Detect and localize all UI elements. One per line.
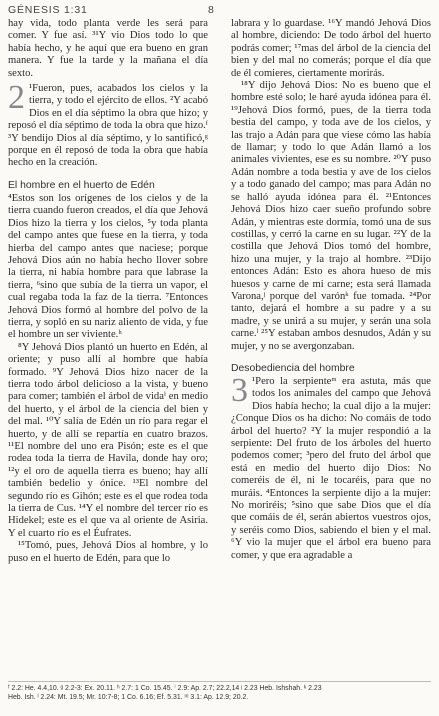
verse-block: ¹⁵Tomó, pues, Jehová Dios al hombre, y lo puso en el huerto de Edén, para que lo [8, 540, 208, 564]
footnote-divider [8, 681, 431, 682]
chapter-number: 3 [231, 371, 248, 409]
verse-block: ¹Pero la serpienteᵐ era astuta, más que todos los animales del campo que Jehová Dios había hecho; la cual dijo a la mujer: ¿Conque Dios os ha dicho: No comáis de todo árbol del huerto? ²Y la mujer respondió a la serpiente: Del fruto de los árboles del huerto podemos comer; ³pero del fruto del árbol que está en medio del huerto dijo Dios: No comeréis de él, ni le tocaréis, para que no muráis. ⁴Entonces la serpiente dijo a la mujer: No moriréis; ⁵sino que sabe Dios que el día que comáis de él, serán abiertos vuestros ojos, y seréis como Dios, sabiendo el bien y el mal. ⁶Y vio la mujer que el árbol era bueno para comer, y que era agradable a [231, 375, 431, 561]
verse-block: hay vida, todo planta verde les será para comer. Y fue así. ³¹Y vio Dios todo lo que había hecho, y he aquí que era bueno en gran manera. Y fue la tarde y la mañana el día sexto. [8, 18, 208, 79]
left-column [8, 18, 208, 565]
verse-block: ¹Fueron, pues, acabados los cielos y la tierra, y todo el ejército de ellos. ²Y acabó Dios en el día séptimo la obra que hizo; y reposó el día séptimo de toda la obra que hizo.ᶠ ³Y bendijo Dios al día séptimo, y lo santificó,ᵍ porque en él reposó de toda la obra que había hecho en la creación. [8, 83, 208, 169]
footnote-line: Heb. Ish. ˡ 2.24: Mt. 19.5; Mr. 10:7-8; 1 Co. 6.16; Ef. 5.31. ᵐ 3.1: Ap. 12.9; 20.2. [8, 694, 249, 701]
section-heading: Desobediencia del hombre [231, 362, 355, 374]
running-head [8, 4, 431, 18]
right-column [231, 18, 431, 562]
book-reference: GÉNESIS 1:31 [8, 4, 88, 16]
verse-block: ⁴Estos son los orígenes de los cielos y de la tierra cuando fueron creados, el día que Jehová Dios hizo la tierra y los cielos, ⁵y toda planta del campo antes que fuese en la tierra, y toda hierba del campo antes que naciese; porque Jehová Dios aún no había hecho llover sobre la tierra, ni había hombre para que labrase la tierra, ⁶sino que subía de la tierra un vapor, el cual regaba toda la faz de la tierra. ⁷Entonces Jehová Dios formó al hombre del polvo de la tierra, y sopló en su nariz aliento de vida, y fue el hombre un ser viviente.ʰ [8, 192, 208, 341]
footnote-line: ᶠ 2.2: He. 4.4,10. ᵍ 2.2-3: Ex. 20.11. ʰ 2.7: 1 Co. 15.45. ⁱ 2.9: Ap. 2.7; 22.2,14 ʲ 2.23 Heb. Ishshah. ᵏ 2.23 [8, 685, 322, 692]
verse-block: labrara y lo guardase. ¹⁶Y mandó Jehová Dios al hombre, diciendo: De todo árbol del huerto podrás comer; ¹⁷mas del árbol de la ciencia del bien y del mal no comerás; porque el día que de él comieres, ciertamente morirás. [231, 18, 431, 79]
chapter-number: 2 [8, 79, 25, 117]
verse-block: ¹⁸Y dijo Jehová Dios: No es bueno que el hombre esté solo; le haré ayuda idónea para él. ¹⁹Jehová Dios formó, pues, de la tierra toda bestia del campo, y toda ave de los cielos, y las trajo a Adán para que viese cómo las había de llamar; y todo lo que Adán llamó a los animales vivientes, ese es su nombre. ²⁰Y puso Adán nombre a toda bestia y ave de los cielos y a todo ganado del campo; mas para Adán no se halló ayuda idónea para él. ²¹Entonces Jehová Dios hizo caer sueño profundo sobre Adán, y mientras este dormía, tomó una de sus costillas, y cerró la carne en su lugar. ²²Y de la costilla que Jehová Dios tomó del hombre, hizo una mujer, y la trajo al hombre. ²³Dijo entonces Adán: Esto es ahora hueso de mis huesos y carne de mi carne; esta será llamada Varona,ʲ porque del varónᵏ fue tomada. ²⁴Por tanto, dejará el hombre a su padre y a su madre, y se unirá a su mujer, y serán una sola carne.ˡ ²⁵Y estaban ambos desnudos, Adán y su mujer, y no se avergonzaban. [231, 80, 431, 352]
page-number: 8 [208, 4, 215, 16]
verse-block: ⁸Y Jehová Dios plantó un huerto en Edén, al oriente; y puso allí al hombre que había formado. ⁹Y Jehová Dios hizo nacer de la tierra todo árbol delicioso a la vista, y bueno para comer; también el árbol de vidaⁱ en medio del huerto, y el árbol de la ciencia del bien y del mal. ¹⁰Y salía de Edén un río para regar el huerto, y de allí se repartía en cuatro brazos. ¹¹El nombre del uno era Pisón; este es el que rodea toda la tierra de Havila, donde hay oro; ¹²y el oro de aquella tierra es bueno; hay allí también bedelio y ónice. ¹³El nombre del segundo río es Gihón; este es el que rodea toda la tierra de Cus. ¹⁴Y el nombre del tercer río es Hidekel; este es el que va al oriente de Asiria. Y el cuarto río es el Éufrates. [8, 341, 208, 539]
section-heading: El hombre en el huerto de Edén [8, 179, 155, 191]
footnotes [8, 684, 431, 702]
